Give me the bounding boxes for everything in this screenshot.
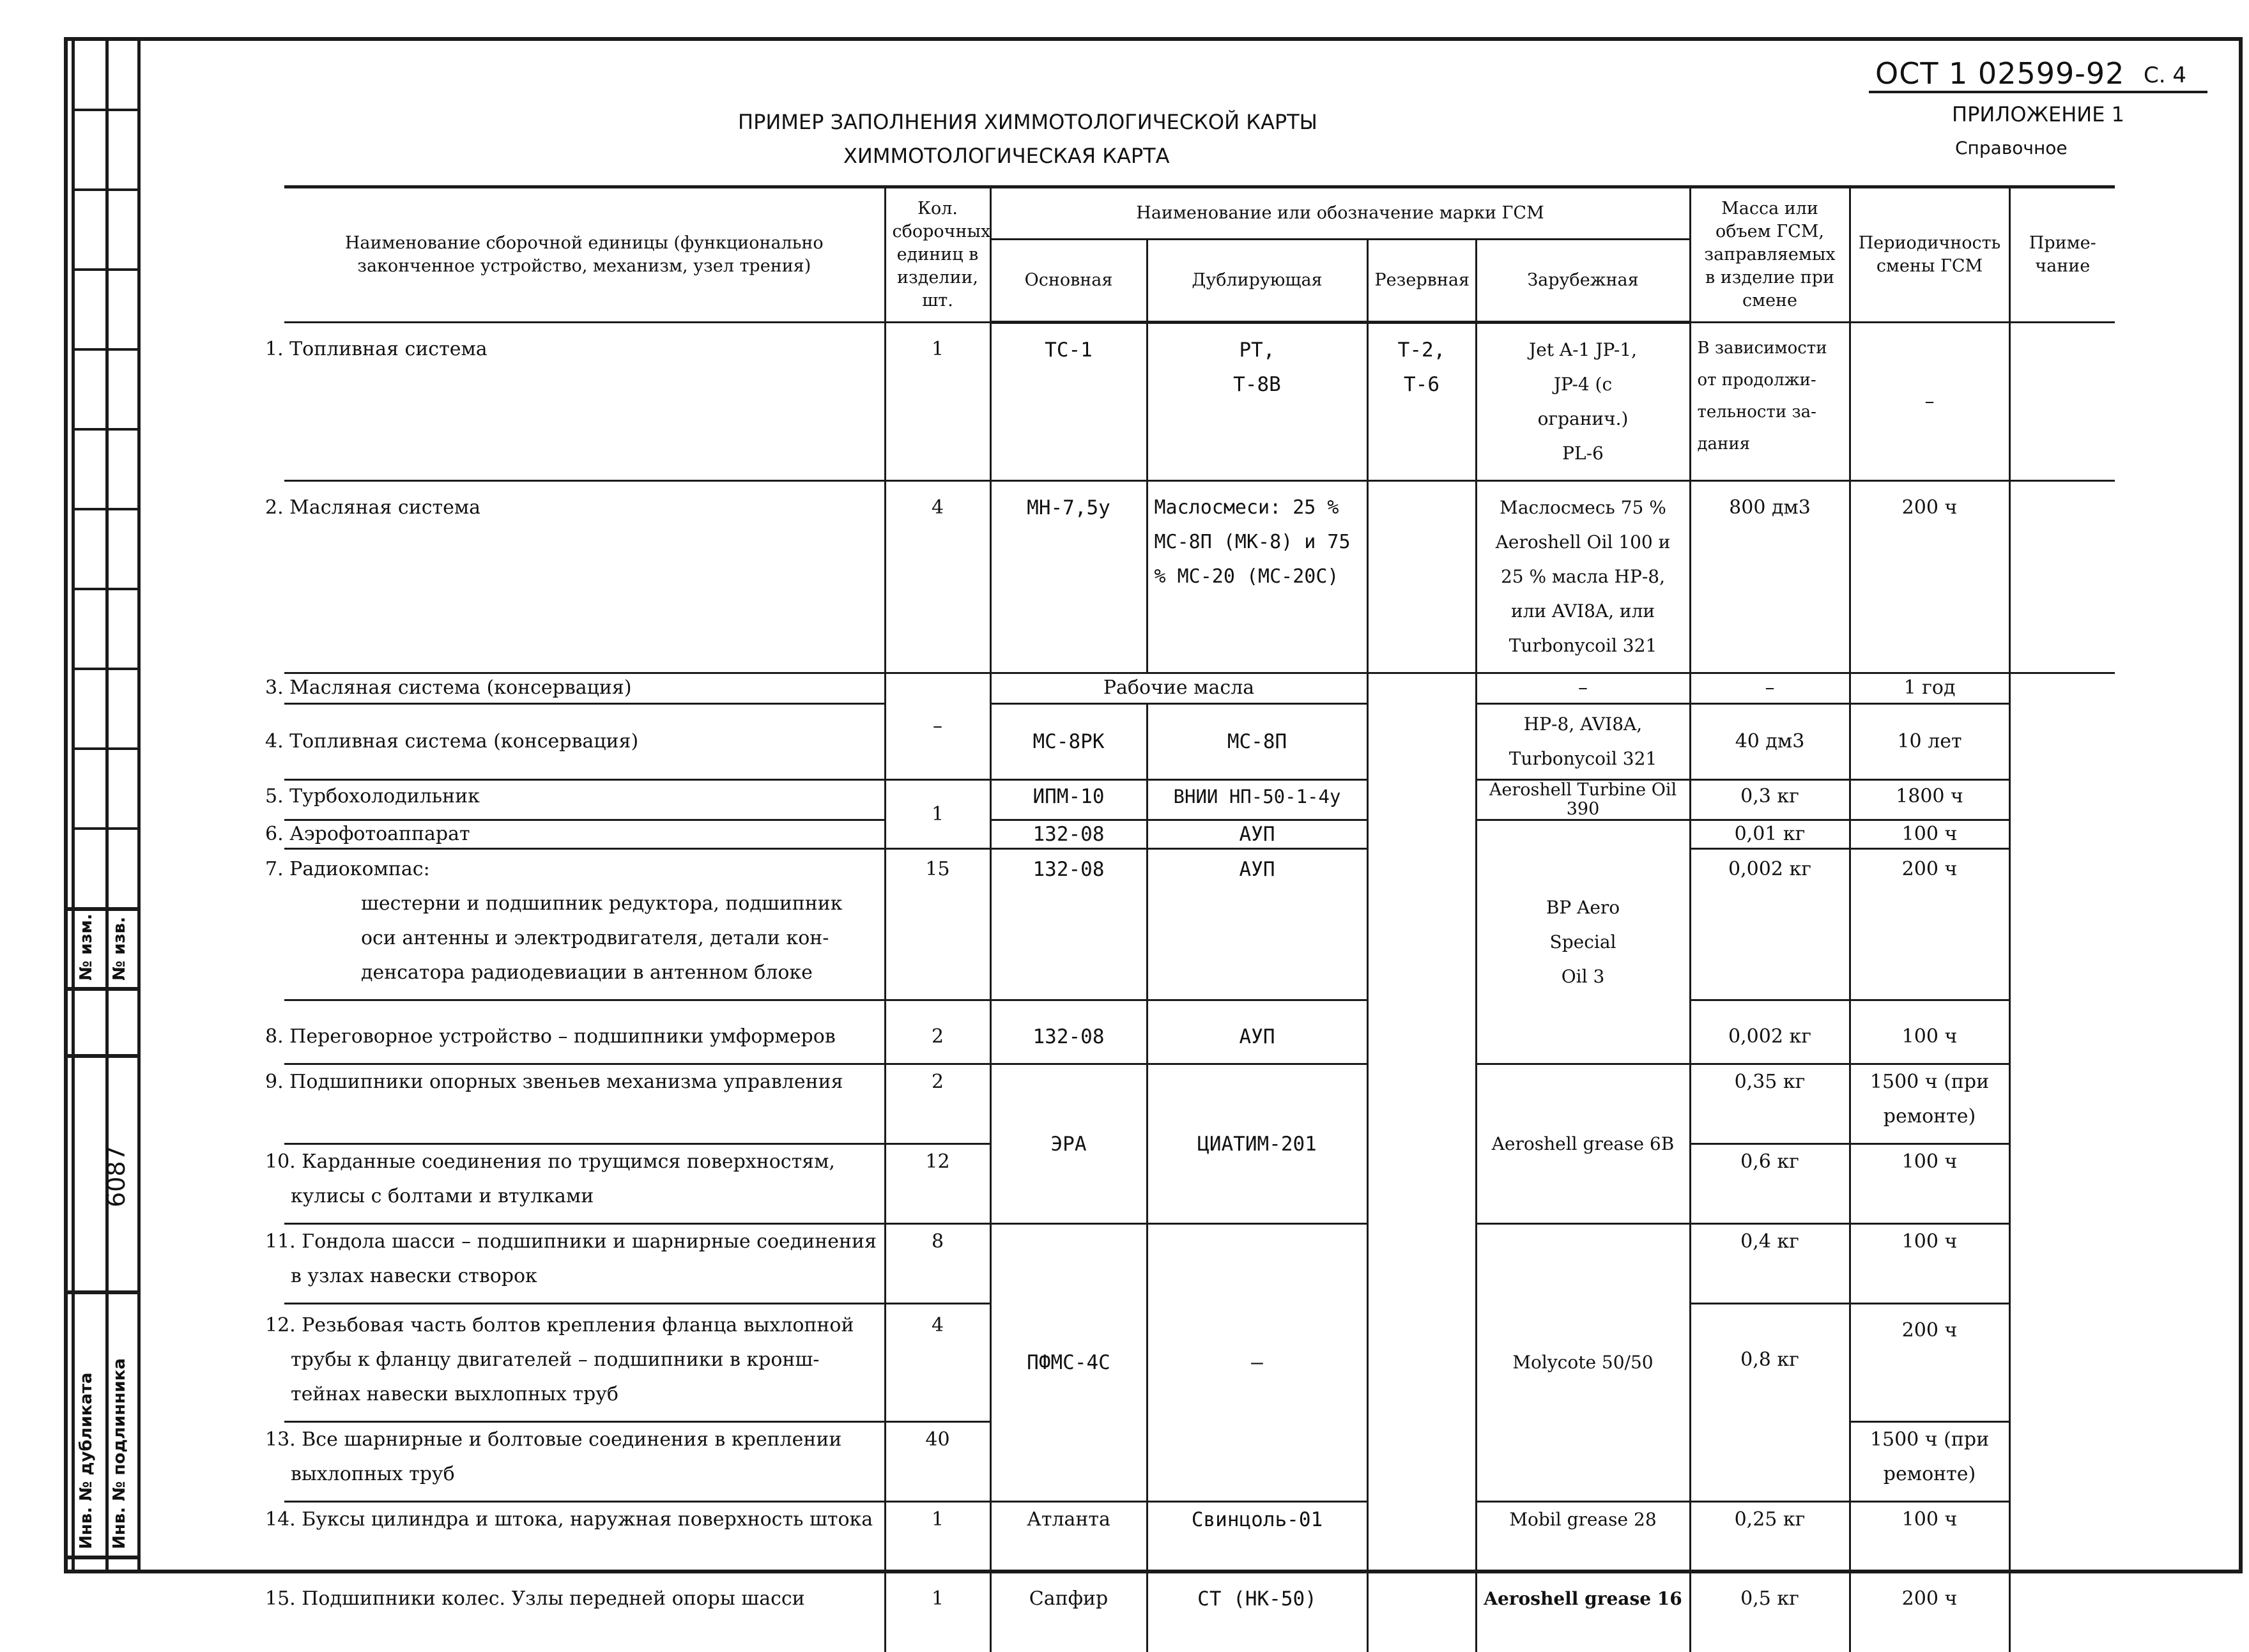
original-inv-label: Инв. № подлинника <box>110 1358 129 1549</box>
row-qty: 2 <box>885 1064 990 1144</box>
row-qty: 4 <box>885 1304 990 1422</box>
row-note <box>2009 323 2115 481</box>
table-row <box>284 1502 2115 1572</box>
col-header-main: Основная <box>990 240 1147 323</box>
row-qty: 15 <box>885 849 990 1000</box>
row-period: 200 ч <box>1850 849 2009 1000</box>
row-period: 200 ч <box>1850 1572 2009 1652</box>
row-name: 2. Масляная система <box>284 481 885 673</box>
row-dup: Свинцоль-01 <box>1147 1502 1367 1572</box>
chemmotology-table <box>265 185 2115 1652</box>
row-period: 1500 ч (при ремонте) <box>1850 1064 2009 1144</box>
row-name: 15. Подшипники колес. Узлы передней опоры шасси <box>284 1572 885 1652</box>
col-header-foreign: Зарубежная <box>1476 240 1690 323</box>
inventory-number: 6087 <box>102 1145 130 1207</box>
row-period: 1800 ч <box>1850 780 2009 820</box>
row-dup: АУП <box>1147 1000 1367 1064</box>
row-dup: ВНИИ НП-50-1-4у <box>1147 780 1367 820</box>
row-reserve <box>1367 673 1476 1652</box>
table-row <box>284 1064 2115 1144</box>
row-mass: 0,002 кг <box>1690 1000 1850 1064</box>
row-qty: 1 <box>885 780 990 849</box>
row-mass: 0,6 кг <box>1690 1144 1850 1224</box>
row-dup: АУП <box>1147 849 1367 1000</box>
col-header-gsm-group: Наименование или обозначение марки ГСМ <box>990 187 1690 240</box>
row-foreign: Molycote 50/50 <box>1476 1224 1690 1502</box>
row-main-dup-merged: Рабочие масла <box>990 673 1367 704</box>
table-row <box>284 1224 2115 1304</box>
row-mass: 0,8 кг <box>1690 1304 1850 1502</box>
row-main: ТС-1 <box>990 323 1147 481</box>
row-dup: РТ, Т-8В <box>1147 323 1367 481</box>
row-qty: 1 <box>885 323 990 481</box>
row-mass: 40 дм3 <box>1690 704 1850 780</box>
col-header-dup: Дублирующая <box>1147 240 1367 323</box>
izv-label: № изв. <box>110 917 129 981</box>
row-qty: 40 <box>885 1422 990 1502</box>
row-dup: МС-8П <box>1147 704 1367 780</box>
row-main: Атланта <box>990 1502 1147 1572</box>
table-row <box>284 849 2115 1000</box>
row-qty: 1 <box>885 1572 990 1652</box>
row-period: 200 ч <box>1850 1304 2009 1422</box>
row-period: 100 ч <box>1850 820 2009 849</box>
row-period: 200 ч <box>1850 481 2009 673</box>
col-header-reserve: Резервная <box>1367 240 1476 323</box>
row-dup: ЦИАТИМ-201 <box>1147 1064 1367 1224</box>
row-note <box>2009 673 2115 1652</box>
row-foreign: Aeroshell grease 16 <box>1476 1572 1690 1652</box>
row-foreign: НР-8, AVI8A, Turbonycoil 321 <box>1476 704 1690 780</box>
row-name: 14. Буксы цилиндра и штока, наружная поверхность штока <box>284 1502 885 1572</box>
row-mass: В зависимости от продолжи- тельности за- дания <box>1690 323 1850 481</box>
col-header-note: Приме- чание <box>2009 187 2115 323</box>
row-main: МН-7,5у <box>990 481 1147 673</box>
appendix-label: ПРИЛОЖЕНИЕ 1 <box>1952 102 2124 126</box>
page-subtitle: ХИММОТОЛОГИЧЕСКАЯ КАРТА <box>843 144 1170 168</box>
doc-code-underline <box>1869 91 2207 93</box>
row-dup: АУП <box>1147 820 1367 849</box>
row-main: 132-08 <box>990 820 1147 849</box>
row-foreign: – <box>1476 673 1690 704</box>
row-main: 132-08 <box>990 1000 1147 1064</box>
table-row <box>284 673 2115 704</box>
row-mass: 0,01 кг <box>1690 820 1850 849</box>
row-qty: 4 <box>885 481 990 673</box>
row-mass: 0,002 кг <box>1690 849 1850 1000</box>
row-mass: 0,25 кг <box>1690 1502 1850 1572</box>
row-mass: 0,4 кг <box>1690 1224 1850 1304</box>
row-qty: – <box>885 673 990 780</box>
row-name-lead: 7. Радиокомпас: <box>265 858 430 880</box>
table-row <box>284 780 2115 820</box>
table-row <box>284 820 2115 849</box>
table-row <box>284 704 2115 780</box>
row-dup: СТ (НК-50) <box>1147 1572 1367 1652</box>
row-name: 12. Резьбовая часть болтов крепления фланца выхлопной трубы к фланцу двигателей – подшипники в кронш- тейнах навески выхлопных труб <box>284 1304 885 1422</box>
row-main: Сапфир <box>990 1572 1147 1652</box>
row-name: 6. Аэрофотоаппарат <box>284 820 885 849</box>
row-foreign: Jet A-1 JP-1, JP-4 (с огранич.) PL-6 <box>1476 323 1690 481</box>
binding-strip <box>72 37 141 1570</box>
row-reserve <box>1367 481 1476 673</box>
row-name <box>265 849 885 1000</box>
row-main: ИПМ-10 <box>990 780 1147 820</box>
row-period: 1500 ч (при ремонте) <box>1850 1422 2009 1502</box>
row-name: 11. Гондола шасси – подшипники и шарнирные соединения в узлах навески створок <box>284 1224 885 1304</box>
row-name: 4. Топливная система (консервация) <box>284 704 885 780</box>
row-foreign: Маслосмесь 75 % Aeroshell Oil 100 и 25 % масла НР-8, или AVI8A, или Turbonycoil 321 <box>1476 481 1690 673</box>
row-name: 10. Карданные соединения по трущимся поверхностям, кулисы с болтами и втулками <box>284 1144 885 1224</box>
row-name-sub: шестерни и подшипник редуктора, подшипник оси антенны и электродвигателя, детали кон- денсатора радиодевиации в антенном блоке <box>361 892 843 984</box>
row-name: 9. Подшипники опорных звеньев механизма управления <box>284 1064 885 1144</box>
col-header-qty: Кол. сборочных единиц в изделии, шт. <box>885 187 990 323</box>
col-header-mass: Масса или объем ГСМ, заправляемых в изделие при смене <box>1690 187 1850 323</box>
duplicate-inv-label: Инв. № дубликата <box>77 1372 96 1549</box>
col-header-period: Периодичность смены ГСМ <box>1850 187 2009 323</box>
row-foreign: Aeroshell Turbine Oil 390 <box>1476 780 1690 820</box>
doc-code: ОСТ 1 02599-92 <box>1875 56 2125 91</box>
table-row <box>284 323 2115 481</box>
row-note <box>2009 481 2115 673</box>
row-main: ПФМС-4С <box>990 1224 1147 1502</box>
row-name: 1. Топливная система <box>284 323 885 481</box>
row-main: ЭРА <box>990 1064 1147 1224</box>
row-dup: – <box>1147 1224 1367 1502</box>
row-period: 1 год <box>1850 673 2009 704</box>
row-period: 100 ч <box>1850 1502 2009 1572</box>
row-qty: 2 <box>885 1000 990 1064</box>
col-header-name: Наименование сборочной единицы (функционально законченное устройство, механизм, узел трения) <box>284 187 885 323</box>
row-period: 100 ч <box>1850 1144 2009 1224</box>
row-dup: Маслосмеси: 25 % МС-8П (МК-8) и 75 % МС-20 (МС-20С) <box>1147 481 1367 673</box>
row-foreign: Aeroshell grease 6B <box>1476 1064 1690 1224</box>
row-qty: 12 <box>885 1144 990 1224</box>
page-number: С. 4 <box>2144 63 2186 88</box>
row-mass: – <box>1690 673 1850 704</box>
row-period: 100 ч <box>1850 1000 2009 1064</box>
row-mass: 0,3 кг <box>1690 780 1850 820</box>
row-period: 100 ч <box>1850 1224 2009 1304</box>
row-mass: 0,35 кг <box>1690 1064 1850 1144</box>
row-name: 8. Переговорное устройство – подшипники умформеров <box>284 1000 885 1064</box>
row-foreign: Mobil grease 28 <box>1476 1502 1690 1572</box>
table-row <box>284 1572 2115 1652</box>
row-main: МС-8РК <box>990 704 1147 780</box>
row-main: 132-08 <box>990 849 1147 1000</box>
row-qty: 1 <box>885 1502 990 1572</box>
row-reserve: Т-2, Т-6 <box>1367 323 1476 481</box>
row-foreign: BP Aero Special Oil 3 <box>1476 820 1690 1064</box>
row-name: 5. Турбохолодильник <box>284 780 885 820</box>
page-title: ПРИМЕР ЗАПОЛНЕНИЯ ХИММОТОЛОГИЧЕСКОЙ КАРТЫ <box>738 110 1317 134</box>
row-qty: 8 <box>885 1224 990 1304</box>
table-row <box>284 1000 2115 1064</box>
row-mass: 0,5 кг <box>1690 1572 1850 1652</box>
table-row <box>284 481 2115 673</box>
row-period: 10 лет <box>1850 704 2009 780</box>
row-period: – <box>1850 323 2009 481</box>
izm-label: № изм. <box>77 914 96 981</box>
row-name: 3. Масляная система (консервация) <box>284 673 885 704</box>
row-name: 13. Все шарнирные и болтовые соединения в креплении выхлопных труб <box>284 1422 885 1502</box>
appendix-note: Справочное <box>1955 137 2068 158</box>
row-mass: 800 дм3 <box>1690 481 1850 673</box>
